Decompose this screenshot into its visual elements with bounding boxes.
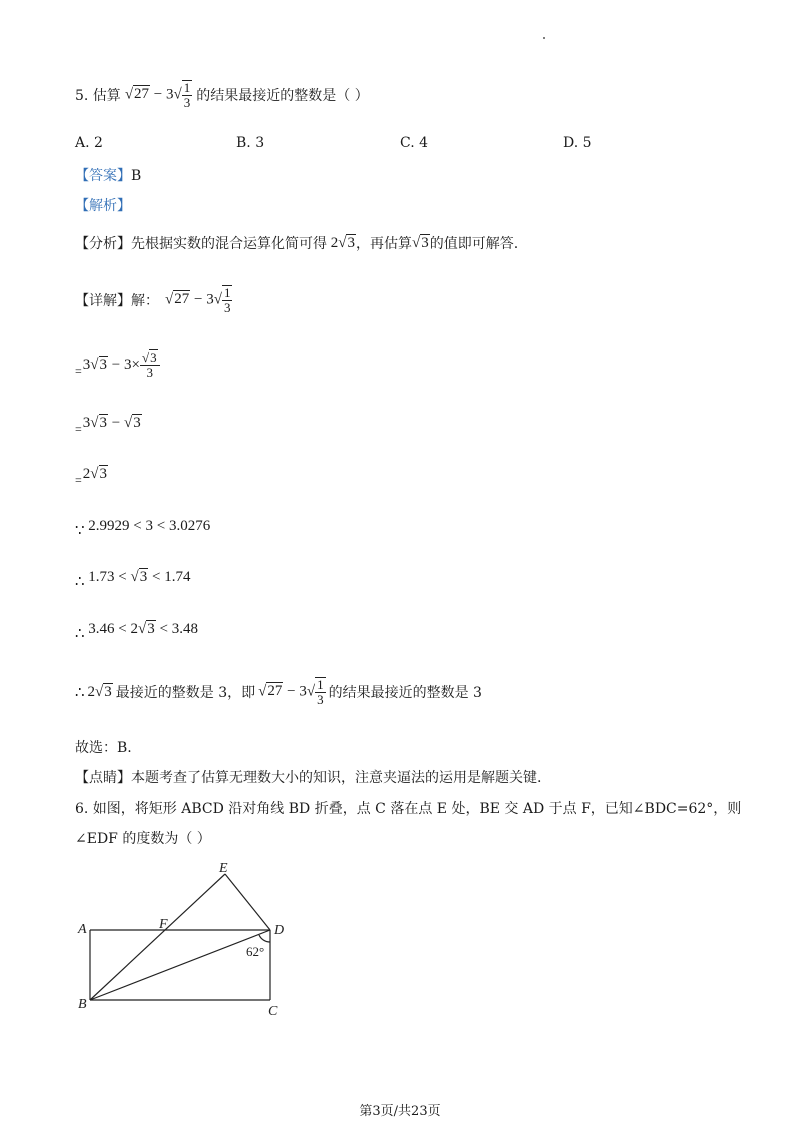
step-therefore-2: ∴ 3.46 < 2√3 < 3.48 — [75, 621, 198, 642]
segment-ed — [225, 874, 270, 930]
choose-line: 故选：B. — [75, 740, 132, 756]
ineq-2b: < 1.74 — [152, 569, 191, 585]
answer-tag: 【答案】 — [75, 168, 131, 184]
step-because — [75, 516, 211, 539]
equals-sign: = — [75, 363, 82, 378]
angle-label: 62° — [246, 944, 265, 959]
step-final: ∴ 2√3 最接近的整数是 3，即 √27 − 3√ $\frac{1}{3}$ 的结果最接近的整数是 3 — [75, 677, 482, 707]
label-e: E — [219, 861, 228, 876]
q5-option-c: C. 4 — [400, 135, 429, 151]
label-b: B — [78, 997, 87, 1012]
final-text-a: 最接近的整数是 3，即 — [115, 685, 256, 701]
step-3: $_=$2√3 — [75, 466, 108, 487]
because-symbol: ∵ — [75, 523, 85, 539]
q6-line-2: ∠EDF 的度数为（ ） — [75, 831, 211, 847]
fenxi-text3: 的值即可解答. — [429, 236, 519, 252]
corner-dot — [543, 37, 545, 39]
label-a: A — [78, 922, 87, 937]
fenxi-math-sqrt3: √3 — [411, 234, 429, 251]
fenxi-text1: 先根据实数的混合运算化简可得 — [131, 236, 327, 252]
dianjing-line — [75, 767, 541, 787]
q5-prefix: 5. 估算 — [75, 88, 121, 104]
q5-line — [75, 72, 369, 118]
step-therefore-1: ∴ 1.73 < √3 < 1.74 — [75, 569, 191, 590]
fenxi-tag: 【分析】 — [75, 236, 131, 252]
ineq-2a: 1.73 < — [88, 569, 127, 585]
fenxi-text2: ，再估算 — [355, 236, 412, 252]
geometry-figure — [70, 860, 310, 1020]
q5-option-b: B. 3 — [236, 135, 265, 151]
therefore-symbol: ∴ — [75, 626, 85, 642]
step-2: $_=$3√3 − √3 — [75, 415, 141, 436]
dianjing-text: 本题考查了估算无理数大小的知识，注意夹逼法的运用是解题关键. — [131, 770, 542, 786]
xiangjie-expression: √27 − 3√ $\frac{1}{3}$ — [165, 285, 231, 315]
answer-value: B — [131, 168, 142, 184]
answer-line — [75, 165, 141, 185]
equals-sign: = — [75, 473, 82, 487]
page-footer: 第3页/共23页 — [359, 1104, 441, 1119]
fenxi-math-2sqrt3: 2√3 — [327, 234, 355, 251]
step-1: = 3√3 − 3× $\frac{√3}{3}$ — [75, 345, 160, 385]
q6-line-1: 6. 如图，将矩形 ABCD 沿对角线 BD 折叠，点 C 落在点 E 处，BE 交 AD 于点 F，已知∠BDC=62°，则 — [75, 801, 742, 817]
fenxi-line — [75, 228, 518, 258]
dianjing-tag: 【点睛】 — [75, 770, 131, 786]
q5-suffix: 的结果最接近的整数是（ ） — [196, 88, 369, 104]
ineq-1: 2.9929 < 3 < 3.0276 — [88, 518, 211, 534]
therefore-symbol: ∴ — [75, 684, 85, 701]
q5-expression: √27 − 3√ $\frac{1}{3}$ — [124, 80, 191, 110]
q5-option-a: A. 2 — [75, 135, 103, 151]
segment-be — [90, 874, 225, 1000]
analysis-tag: 【解析】 — [75, 198, 131, 214]
segment-bd — [90, 930, 270, 1000]
label-f: F — [159, 917, 168, 932]
xiangjie-line — [75, 280, 232, 320]
equals-sign: = — [75, 422, 82, 436]
xiangjie-tag: 【详解】 — [75, 293, 131, 309]
q5-option-d: D. 5 — [563, 135, 592, 151]
label-c: C — [268, 1004, 278, 1019]
xiangjie-text: 解： — [131, 293, 159, 309]
ineq-3a: 3.46 < 2 — [88, 621, 139, 637]
ineq-3b: < 3.48 — [159, 621, 198, 637]
label-d: D — [274, 923, 285, 938]
therefore-symbol: ∴ — [75, 574, 85, 590]
angle-arc — [259, 935, 270, 942]
final-text-b: 的结果最接近的整数是 3 — [328, 685, 482, 701]
